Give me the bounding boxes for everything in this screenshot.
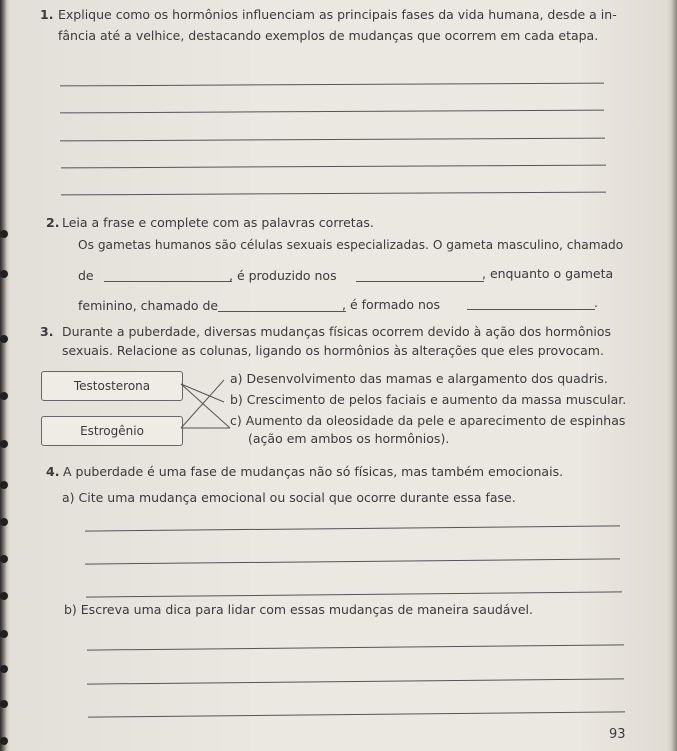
question-2-prompt: Leia a frase e complete com as palavras corretas. (62, 215, 374, 230)
binding-hole (0, 592, 8, 600)
page-binding-edge (0, 0, 10, 751)
binding-hole (0, 481, 8, 489)
binding-hole (0, 665, 8, 673)
question-1-number: 1. (40, 7, 54, 22)
answer-line[interactable] (60, 138, 605, 142)
binding-hole (0, 440, 8, 448)
binding-hole (0, 700, 8, 708)
answer-line[interactable] (85, 525, 620, 531)
blank-field[interactable] (356, 281, 484, 282)
blank-field[interactable] (218, 311, 346, 312)
binding-hole (0, 630, 8, 638)
change-option-c: c) Aumento da oleosidade da pele e aparecimento de espinhas (230, 413, 626, 428)
page-right-edge (667, 0, 677, 751)
question-2-sentence-line-1: Os gametas humanos são células sexuais especializadas. O gameta masculino, chamado (78, 238, 624, 252)
change-option-c-note: (ação em ambos os hormônios). (248, 431, 450, 446)
answer-line[interactable] (60, 110, 604, 114)
answer-line[interactable] (87, 678, 624, 684)
question-3-text-line-1: Durante a puberdade, diversas mudanças físicas ocorrem devido à ação dos hormônios (62, 324, 612, 339)
blank-field[interactable] (467, 309, 595, 310)
answer-line[interactable] (60, 83, 604, 87)
answer-line[interactable] (86, 591, 622, 597)
connector-line (181, 384, 230, 428)
answer-line[interactable] (61, 165, 606, 169)
question-3-text-line-2: sexuais. Relacione as colunas, ligando os hormônios às alterações que eles provocam. (62, 343, 604, 358)
question-2-text-feminino: feminino, chamado de (78, 298, 219, 313)
answer-line[interactable] (61, 192, 606, 196)
question-4-text: A puberdade é uma fase de mudanças não só físicas, mas também emocionais. (63, 464, 564, 479)
hormone-box-testosterona[interactable] (41, 371, 183, 401)
binding-hole (0, 518, 8, 526)
answer-line[interactable] (87, 644, 624, 650)
change-option-b: b) Crescimento de pelos faciais e aumento da massa muscular. (230, 392, 627, 407)
answer-line[interactable] (85, 558, 620, 564)
hormone-label: Testosterona (73, 379, 151, 393)
question-4-number: 4. (46, 464, 60, 479)
hormone-box-estrogenio[interactable] (41, 416, 183, 446)
question-2-text-formado: , é formado nos (342, 297, 441, 312)
hormone-label: Estrogênio (80, 424, 144, 438)
binding-hole (0, 737, 8, 745)
question-2-text-produzido: , é produzido nos (229, 268, 337, 283)
question-1-text-line-2: fância até a velhice, destacando exemplos de mudanças que ocorrem em cada etapa. (58, 28, 599, 43)
question-4b-prompt: b) Escreva uma dica para lidar com essas mudanças de maneira saudável. (64, 602, 534, 617)
binding-hole (0, 270, 8, 278)
question-4a-prompt: a) Cite uma mudança emocional ou social que ocorre durante essa fase. (62, 490, 516, 505)
question-2-text-enquanto: , enquanto o gameta (482, 266, 614, 281)
answer-line[interactable] (88, 711, 625, 717)
question-2-text-period: . (594, 295, 598, 310)
binding-hole (0, 230, 8, 238)
page-number: 93 (609, 727, 626, 742)
question-2-number: 2. (46, 215, 60, 230)
binding-hole (0, 392, 8, 400)
question-3-number: 3. (40, 324, 54, 339)
question-2-text-de: de (78, 268, 94, 283)
binding-hole (0, 335, 8, 343)
question-1-text-line-1: Explique como os hormônios influenciam as principais fases da vida humana, desde a in- (58, 7, 617, 22)
blank-field[interactable] (104, 281, 232, 282)
binding-hole (0, 555, 8, 563)
change-option-a: a) Desenvolvimento das mamas e alargamento dos quadris. (230, 371, 608, 386)
